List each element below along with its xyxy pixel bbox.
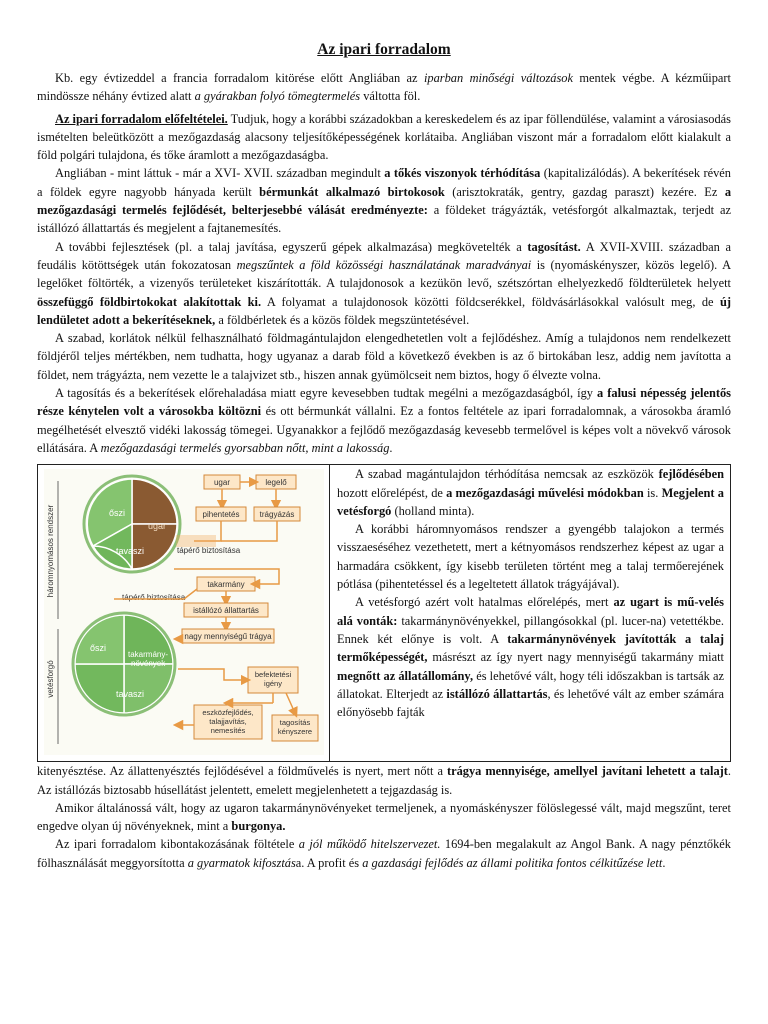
text: Az ipari forradalom kibontakozásának föltétele: [55, 837, 299, 852]
crop-rotation-diagram: [38, 465, 330, 761]
bold-text: Megjelent a vetésforgó: [337, 485, 724, 518]
box-istallozo: istállózó állattartás: [193, 606, 259, 616]
box-takarmany: takarmány: [207, 580, 245, 590]
bold-text: összefüggő földbirtokokat alakítottak ki.: [37, 294, 262, 309]
segment-label-takarmany: takarmány-növények: [128, 650, 169, 669]
text: A további fejlesztések (pl. a talaj javítása, egyszerű gépek alkalmazása) megkövetelték a: [55, 239, 528, 254]
italic-text: megszűntek a föld közösségi használatának maradványai: [236, 257, 532, 272]
box-legelo: legelő: [265, 478, 287, 488]
bold-text: istállózó állattartás: [446, 686, 548, 701]
italic-text: iparban minőségi változások: [423, 71, 574, 85]
text: A szabad magántulajdon térhódítása nemcsak az eszközök: [355, 467, 659, 482]
box-paragraph-1: [337, 465, 724, 520]
italic-text: a gyarmatok kifosztás: [187, 855, 296, 870]
italic-text: a jól működő hitelszervezet.: [298, 837, 441, 852]
paragraph-migration: [37, 384, 731, 457]
text: és lehetővé vált, hogy téli időszakban is tartsák az állatokat. Elterjedt az: [337, 668, 724, 701]
three-field-circle: [84, 476, 180, 572]
paragraph-credit: [37, 835, 731, 872]
box-tapero-1: tápérő biztosítása: [177, 546, 241, 556]
paragraph-preconditions: [37, 110, 731, 165]
paragraph-intro: [37, 69, 731, 106]
text: másrészt az így nyert nagy mennyiségű takarmány miatt: [427, 650, 724, 665]
side-label-three-field: háromnyomásos rendszer: [46, 504, 55, 598]
text: a földeket trágyázták, vetésforgót alkalmaztak, terjedt az istállózó állattartás és megjelent a fajtanemesítés.: [37, 203, 731, 236]
italic-text: mezőgazdasági termelés gyorsabban nőtt, mint a lakosság: [100, 440, 390, 455]
document-page: [37, 40, 731, 872]
text: A vetésforgó azért volt hatalmas előrelépés, mert: [355, 595, 614, 610]
paragraph-animal-husbandry: [37, 762, 731, 799]
text: A szabad, korlátok nélkül felhasználható földmagántulajdon elengedhetetlen volt a fejlődéshez. Amíg a tulajdonos nem rendelkezett földjéről teljes mértékben, nem tudhatta, hogy ugyanaz a darab föld a következő években is az ő birtokában lesz, addig nem javította a földet, nem trágyázta, nem vezette le a talajvizet stb., hiszen annak gyümölcseit nem biztos, hogy ő élvezte volna.: [37, 331, 731, 382]
text: hozott előrelépést, de: [337, 485, 447, 500]
box-paragraph-3: [337, 593, 724, 721]
text: A korábbi háromnyomásos rendszer a gyengébb talajokon a termés visszaeséséhez vezethetett, mert a kétnyomásos rendszerhez képest az ugar a harmadára csökkent, így kisebb területen történt meg a talaj termőerejének pótlása (pihentetéssel és a legeltetett állatok trágyájával).: [337, 522, 724, 592]
bold-text: bérmunkát alkalmazó birtokosok: [259, 184, 445, 199]
page-title: Az ipari forradalom: [317, 41, 451, 58]
segment-label: őszi: [109, 508, 126, 519]
crop-rotation-circle: [73, 613, 175, 715]
box-tragyazas: trágyázás: [259, 510, 295, 520]
bold-text: a tőkés viszonyok térhódítása: [384, 166, 541, 181]
text: .: [662, 855, 666, 870]
segment-label: tavaszi: [116, 546, 145, 557]
box-tapero-2: tápérő biztosítása: [122, 593, 186, 603]
box-tagositas: tagosítás kényszere: [277, 718, 313, 737]
paragraph-capitalism: [37, 164, 731, 237]
text: A XVII-XVIII. században a feudális kötöttségek után fokozatosan: [37, 239, 731, 272]
text: , és lehetővé vált az ember számára előnyösebb fajták: [337, 686, 724, 720]
bold-text: takarmánynövények javították a talaj termőképességét,: [337, 631, 724, 665]
italic-text: a gazdasági fejlődés az állami politika fontos célkitűzése lett: [362, 855, 663, 870]
bold-text: új lendületet adott a bekerítéseknek,: [37, 294, 731, 327]
text: a. A profit és: [295, 855, 363, 870]
text: is (nyomáskényszer, közös legelő). A legelőket föltörték, a vizenyős területeket kiszárították. A tulajdonosok a kezükön levő, szétszórtan elhelyezkedő földterületek helyett: [37, 257, 732, 291]
box-nagy-tragya: nagy mennyiségű trágya: [184, 632, 272, 642]
text: .: [389, 440, 393, 455]
bold-text: megnőtt az állatállomány,: [337, 668, 474, 683]
segment-label: tavaszi: [116, 689, 145, 700]
text: (kapitalizálódás). A bekerítések révén a földek egyre nagyobb hányada került: [37, 166, 732, 199]
text: kitenyésztése. Az állattenyésztés fejlődésével a földművelés is nyert, mert nőtt a: [37, 764, 447, 779]
box-ugar: ugar: [213, 478, 231, 488]
box-eszkozfejlodes: eszközfejlődés, talajjavítás, nemesítés: [202, 708, 254, 736]
side-label-rotation: vetésforgó: [46, 660, 55, 698]
segment-label: ugar: [148, 521, 167, 532]
segment-label: őszi: [90, 643, 107, 654]
text: Amikor általánossá vált, hogy az ugaron takarmánynövényeket termeljenek, a nyomáskényszer fölöslegessé vált, majd megszűnt, teret engedve olyan új növényeknek, mint a: [37, 800, 731, 834]
text: és ott bérmunkát vállalni. Ez a fontos feltétele az ipari forradalomnak, a városokba áramló megélhetését elvesztő vidéki lakosság tömegei. Ugyanakkor a fejlődő mezőgazdaság kevesebb termelővel is képes volt a növekvő városok ellátására. A: [37, 404, 731, 455]
bold-text: az ugart is mű-velés alá vonták:: [337, 595, 724, 628]
paragraph-consolidation: [37, 238, 731, 329]
section-heading: Az ipari forradalom előfeltételei.: [55, 111, 228, 126]
box-pihentetes: pihentetés: [202, 510, 240, 520]
text: takarmánynövényekkel, pillangósokkal (pl. lucer-na) vetettékbe. Ennek két előnye is volt. A: [337, 613, 724, 646]
bold-text: a falusi népesség jelentős része kénytelen volt a városokba költözni: [37, 386, 731, 419]
italic-text: a gyárakban folyó tömegtermelés: [194, 89, 361, 104]
text: A tagosítás és a bekerítések előrehaladása miatt egyre kevesebben tudtak megélni a mezőgazdaságból, így: [55, 386, 598, 401]
figure-and-textbox: [37, 464, 731, 762]
text: Tudjuk, hogy a korábbi századokban a kereskedelem és az ipar föllendülése, valamint a városiasodás ismételten beleütközött a mezőgazdaság alacsony teljesítőképességének korlátaiba. Angliában viszont már a forradalom előtt kialakult a föld polgári tulajdona, és tőke áramlott a mezőgazdaságba.: [37, 111, 732, 163]
bold-text: a mezőgazdasági termelés fejlődését, belterjesebbé válását eredményezte:: [37, 184, 732, 218]
box-paragraph-2: [337, 520, 724, 593]
text: A folyamat a tulajdonosok közötti földcserékkel, földvásárlásokkal valósult meg, de: [261, 294, 720, 309]
paragraph-potato: [37, 799, 731, 836]
bold-text: burgonya.: [231, 819, 286, 834]
bold-text: fejlődésében: [658, 467, 724, 482]
text: Angliában - mint láttuk - már a XVI- XVII. században megindult: [55, 166, 385, 181]
text: (arisztokraták, gentry, gazdag paraszt) kezére. Ez: [444, 184, 725, 199]
paragraph-private-property: [37, 329, 731, 384]
crop-rotation-textbox: [330, 465, 730, 761]
text: váltotta föl.: [360, 89, 421, 104]
bold-text: trágya mennyisége, amellyel javítani lehetett a talajt: [446, 764, 728, 779]
text: 1694-ben megalakult az Angol Bank. A nagy pénztőkék fölhasználását meggyorsította: [37, 837, 731, 870]
diagram-svg: [44, 469, 324, 755]
text: (holland minta).: [391, 503, 475, 518]
box-befektetesi: befektetési igény: [254, 670, 292, 689]
bold-text: a mezőgazdasági művelési módokban: [446, 485, 644, 500]
text: a földbérletek és a közös földek megszüntetésével.: [215, 312, 470, 327]
text: Kb. egy évtizeddel a francia forradalom kitörése előtt Angliában az: [55, 71, 424, 85]
bold-text: tagosítást.: [527, 239, 581, 254]
text: . Az istállózás biztosabb húsellátást jelentett, emelett megjelenhetett a tejgazdaság is.: [37, 764, 731, 797]
text: is.: [643, 485, 662, 500]
text: mentek végbe. A kézműipart mindössze néhány évtized alatt: [37, 71, 731, 104]
